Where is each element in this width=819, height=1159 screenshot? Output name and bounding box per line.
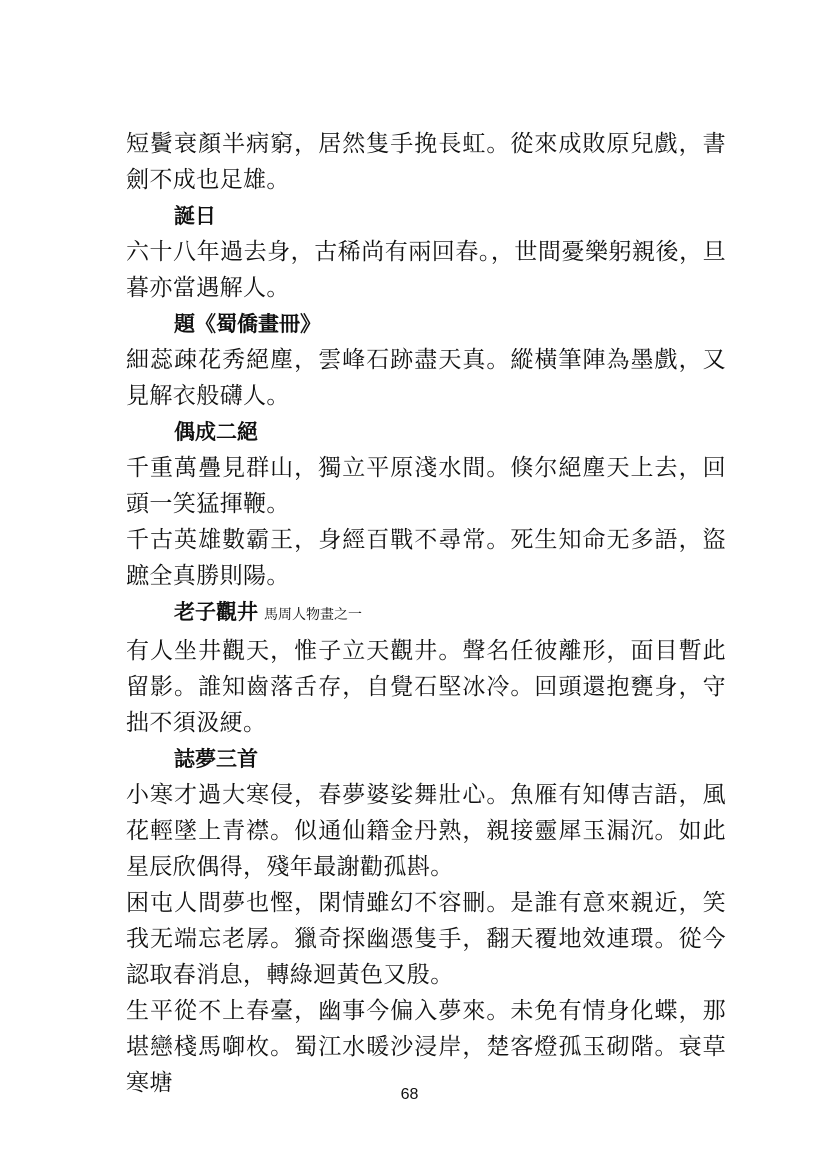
poem-text: 千古英雄數霸王，身經百戰不尋常。死生知命无多語，盜蹠全真勝則陽。 (126, 527, 726, 589)
poem-text: 小寒才過大寒侵，春夢婆娑舞壯心。魚雁有知傳吉語，風花輕墜上青襟。似通仙籍金丹熟，親接靈犀玉漏沉。如此星辰欣偶得，殘年最謝勸孤斟。 (126, 782, 726, 880)
poem-title: 誕日 (174, 204, 216, 228)
poem-title: 誌夢三首 (174, 747, 258, 771)
poem-text: 短鬢衰顏半病窮，居然隻手挽長虹。從來成敗原兒戲，書劍不成也足雄。 (126, 131, 726, 193)
poem-title: 題《蜀僑畫冊》 (174, 312, 321, 336)
poem-text: 千重萬疊見群山，獨立平原淺水間。倏尔絕塵天上去，回頭一笑猛揮鞭。 (126, 455, 726, 517)
page-body (126, 126, 726, 1101)
poem-text: 生平從不上春臺，幽事今偏入夢來。未免有情身化蝶，那堪戀棧馬啣枚。蜀江水暖沙浸岸，楚客燈孤玉砌階。衰草寒塘 (126, 998, 726, 1096)
poem-text: 有人坐井觀天，惟子立天觀井。聲名任彼離形，面目暫此留影。誰知齒落舌存，自覺石堅冰冷。回頭還抱甕身，守拙不須汲綆。 (126, 638, 726, 736)
poem-text: 六十八年過去身，古稀尚有兩回春。，世間憂樂躬親後，旦暮亦當遇解人。 (126, 239, 726, 301)
poem-text: 細蕊疎花秀絕塵，雲峰石跡盡天真。縱橫筆陣為墨戲，又見解衣般礴人。 (126, 347, 726, 409)
page-number: 68 (400, 1086, 419, 1103)
poem-title: 偶成二絕 (174, 420, 258, 444)
poem-title: 老子觀井 馬周人物畫之一 (174, 600, 362, 624)
poem-title-note: 馬周人物畫之一 (264, 607, 362, 623)
poem-text: 困屯人間夢也慳，閑情雖幻不容刪。是誰有意來親近，笑我无端忘老孱。獵奇探幽憑隻手，翻天覆地效連環。從今認取春消息，轉綠迴黃色又殷。 (126, 890, 726, 988)
